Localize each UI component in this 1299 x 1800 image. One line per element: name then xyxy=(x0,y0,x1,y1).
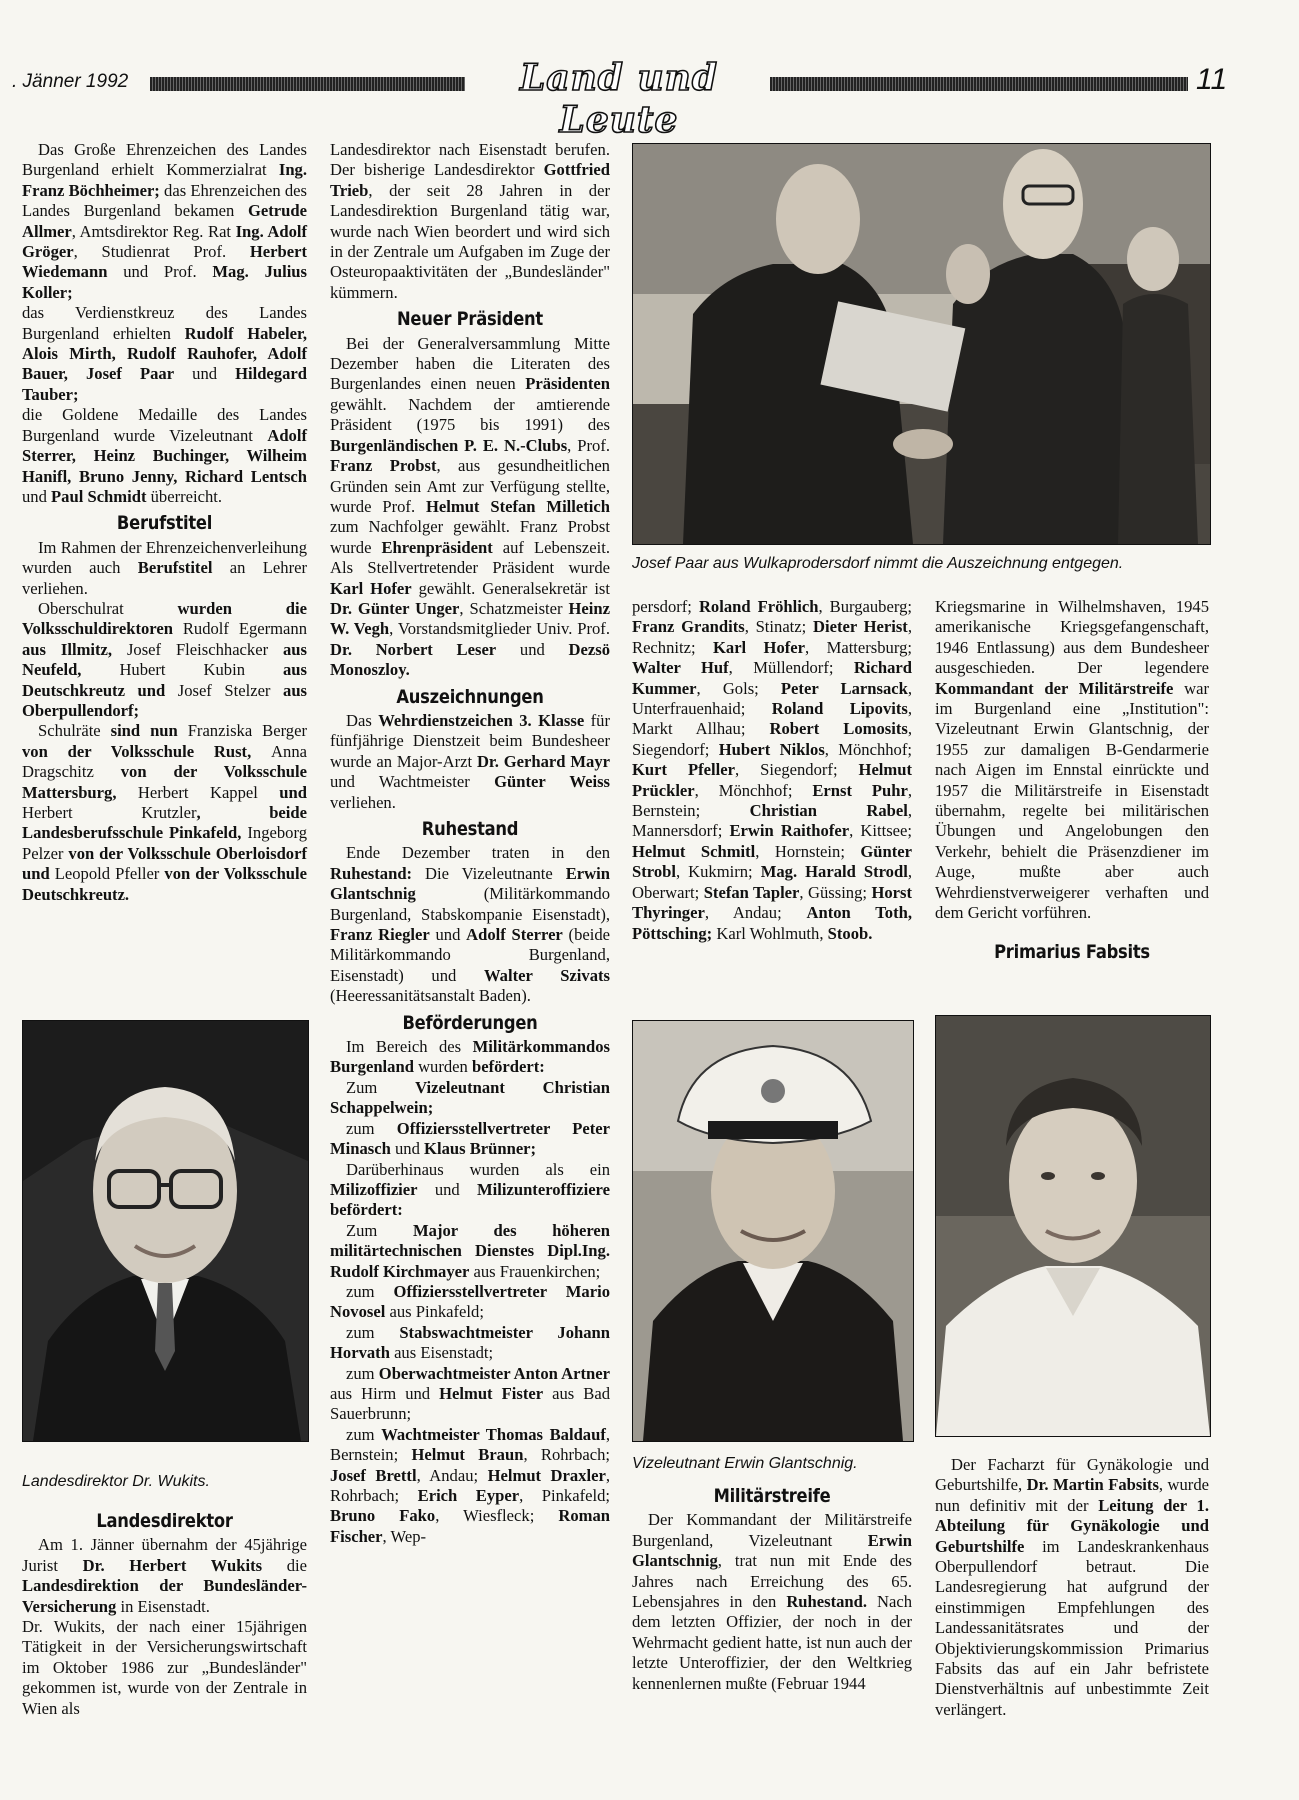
oberschulrat-para: Oberschulrat wurden die Volksschuldirektoren Rudolf Egermann aus Illmitz, Josef Fleischhacker aus Neufeld, Hubert Kubin aus Deutschkreutz und Josef Stelzer aus Oberpullendorf; xyxy=(22,598,308,720)
heading-neuer-praesident: Neuer Präsident xyxy=(397,308,543,331)
bold-name: Militärkommandos Burgenland xyxy=(330,1037,610,1077)
bold-name: Berufstitel xyxy=(137,558,213,578)
bold-name: Ing. Adolf Gröger xyxy=(22,221,307,262)
berufstitel-intro: Im Rahmen der Ehrenzeichenverleihung wurden auch Berufstitel an Lehrer verliehen. xyxy=(22,537,307,598)
befoerderungen-line: Darüberhinaus wurden als ein Milizoffizier und Milizunteroffiziere befördert: xyxy=(330,1159,610,1220)
caption-wukits: Landesdirektor Dr. Wukits. xyxy=(22,1473,210,1490)
bold-name: Oberwachtmeister Anton Artner xyxy=(378,1363,610,1383)
bold-name: Josef Brettl xyxy=(330,1465,417,1485)
column-1-lower xyxy=(22,1505,307,1719)
bold-name: Adolf Sterrer xyxy=(466,925,563,945)
page-number: 11 xyxy=(1196,63,1228,96)
column-1 xyxy=(22,140,307,905)
bold-name: Paul Schmidt xyxy=(51,486,147,506)
bold-name: Offiziersstellvertreter Mario Novosel xyxy=(330,1281,610,1322)
photo-fabsits xyxy=(935,1015,1211,1437)
caption-glantschnig: Vizeleutnant Erwin Glantschnig. xyxy=(632,1455,858,1472)
bold-name: Heinz W. Vegh xyxy=(330,598,610,639)
bold-name: Bruno Fako xyxy=(330,1506,436,1526)
bold-name: Wachtmeister Thomas Baldauf xyxy=(381,1424,606,1444)
bold-name: Leitung der 1. Abteilung für Gynäkologie und Geburtshilfe xyxy=(935,1495,1209,1556)
bold-name: Adolf Sterrer, Heinz Buchinger, Wilheim Hanifl, Bruno Jenny, Richard Lentsch xyxy=(22,425,307,486)
bold-name: aus Illmitz, xyxy=(22,639,127,659)
bold-name: Mag. Julius Koller; xyxy=(22,262,307,302)
heading-landesdirektor: Landesdirektor xyxy=(96,1510,233,1532)
bold-name: aus Neufeld, xyxy=(22,639,307,680)
bold-name: Stoob. xyxy=(827,923,873,943)
bold-name: Franz Grandits xyxy=(632,617,745,637)
bold-name: Horst Thyringer xyxy=(632,882,912,923)
bold-name: Getrude Allmer xyxy=(22,201,307,241)
bold-name: von der Volksschule Rust, xyxy=(22,741,272,761)
bold-name: Milizunteroffiziere befördert: xyxy=(330,1179,610,1220)
bold-name: Ernst Puhr xyxy=(812,780,908,800)
column-3-lower xyxy=(632,1480,912,1694)
awards-para-2: das Verdienstkreuz des Landes Burgenland erhielten Rudolf Habeler, Alois Mirth, Rudolf Rauhofer, Adolf Bauer, Josef Paar und Hildegard Tauber; xyxy=(22,303,307,404)
bold-name: Anton Toth, Pöttsching; xyxy=(632,903,912,943)
bold-name: Günter Strobl xyxy=(632,841,913,882)
bold-name: Klaus Brünner; xyxy=(424,1139,537,1159)
befoerderungen-line: zum Stabswachtmeister Johann Horvath aus Eisenstadt; xyxy=(330,1322,611,1363)
befoerderungen-line: zum Wachtmeister Thomas Baldauf, Bernstein; Helmut Braun, Rohrbach; Josef Brettl, Andau; Helmut Draxler, Rohrbach; Erich Eyper, Pinkafeld; Bruno Fako, Wiesfleck; Roman Fischer, Wep- xyxy=(330,1424,610,1546)
befoerderungen-line: Zum Major des höheren militärtechnischen Dienstes Dipl.Ing. Rudolf Kirchmayer aus Frauenkirchen; xyxy=(330,1220,610,1281)
bold-name: Mag. Harald Strodl xyxy=(760,862,908,882)
bold-name: , beide Landesberufsschule Pinkafeld, xyxy=(22,803,307,843)
bold-name: Vizeleutnant Christian Schappelwein; xyxy=(330,1077,610,1118)
bold-name: Franz Riegler xyxy=(330,925,430,945)
auszeichnungen-para: Das Wehrdienstzeichen 3. Klasse für fünfjährige Dienstzeit beim Bundesheer wurde an Major-Arzt Dr. Gerhard Mayr und Wachtmeister Günter Weiss verliehen. xyxy=(330,710,610,812)
photo-wukits xyxy=(22,1020,309,1442)
bold-name: Herbert Wiedemann xyxy=(22,242,307,282)
bold-name: befördert: xyxy=(471,1057,545,1077)
column-2 xyxy=(330,140,610,1547)
bold-name: Hildegard Tauber; xyxy=(22,364,307,404)
bold-name: Wehrdienstzeichen 3. Klasse xyxy=(378,710,585,730)
header-rule-left xyxy=(150,77,465,91)
caption-josef-paar: Josef Paar aus Wulkaprodersdorf nimmt die Auszeichnung entgegen. xyxy=(632,555,1124,572)
bold-name: Robert Lomosits xyxy=(769,719,908,739)
befoerderungen-cont: persdorf; Roland Fröhlich, Burgauberg; Franz Grandits, Stinatz; Dieter Herist, Rechnitz; Karl Hofer, Mattersburg; Walter Huf, Müllendorf; Richard Kummer, Gols; Peter Larnsack, Unterfrauenhaid; Roland Lipovits, Markt Allhau; Robert Lomosits, Siegendorf; Hubert Niklos, Mönchhof; Kurt Pfeller, Siegendorf; Helmut Prückler, Mönchhof; Ernst Puhr, Bernstein; Christian Rabel, Mannersdorf; Erwin Raithofer, Kittsee; Helmut Schmitl, Hornstein; Günter Strobl, Kukmirn; Mag. Harald Strodl, Oberwart; Stefan Tapler, Güssing; Horst Thyringer, Andau; Anton Toth, Pöttsching; Karl Wohlmuth, Stoob. xyxy=(632,597,913,943)
issue-date: . Jänner 1992 xyxy=(12,71,129,92)
bold-name: Hubert Niklos xyxy=(718,739,825,759)
bold-name: Helmut Stefan Milletich xyxy=(425,496,610,516)
bold-name: Stabswachtmeister Johann Horvath xyxy=(330,1322,611,1363)
bold-name: Ruhestand: xyxy=(330,863,413,883)
photo-josef-paar xyxy=(632,143,1211,545)
bold-name: Günter Weiss xyxy=(494,772,610,792)
bold-name: Roman Fischer xyxy=(330,1506,610,1546)
bold-name: Dr. Günter Unger xyxy=(330,598,460,618)
bold-name: Richard Kummer xyxy=(632,658,912,698)
militaerstreife-para: Der Kommandant der Militärstreife Burgenland, Vizeleutnant Erwin Glantschnig, trat nun mit Ende des Jahres nach Erreichung des 65. Lebensjahres in den Ruhestand. Nach dem letzten Offizier, der noch in der Wehrmacht gedient hatte, ist nun auch der letzte Unteroffizier, der den Weltkrieg kennenlernen mußte (Februar 1944 xyxy=(632,1510,912,1693)
bold-name: Milizoffizier xyxy=(330,1179,418,1199)
heading-befoerderungen: Beförderungen xyxy=(402,1011,538,1034)
bold-name: Ruhestand. xyxy=(786,1592,868,1612)
landesdirektor-para-1: Am 1. Jänner übernahm der 45jährige Jurist Dr. Herbert Wukits die Landesdirektion der Bundesländer-Versicherung in Eisenstadt. xyxy=(22,1535,308,1616)
bold-name: Helmut Fister xyxy=(439,1383,544,1403)
bold-name: Karl Hofer xyxy=(712,637,806,657)
militaerstreife-cont: Kriegsmarine in Wilhelmshaven, 1945 amerikanische Kriegsgefangenschaft, 1946 Entlassung) aus dem Bundesheer ausgeschieden. Der legendere Kommandant der Militärstreife war im Burgenland eine „Institution": Vizeleutnant Erwin Glantschnig, der 1955 zur damaligen B-Gendarmerie nach Aigen im Ennstal einrückte und 1957 die Militärstreife in Eisenstadt übernahm, regelte bei militärischen Übungen und Angelobungen den Verkehr, behielt die Präsenzdiener im Auge, mußte aber auch Wehrdienstverweigerer verhaften und dem Gericht vorführen. xyxy=(935,597,1209,923)
bold-name: Erich Eyper xyxy=(417,1486,520,1505)
bold-name: aus Oberpullendorf; xyxy=(22,680,308,720)
befoerderungen-intro: Im Bereich des Militärkommandos Burgenland wurden befördert: xyxy=(330,1037,610,1077)
heading-militaerstreife: Militärstreife xyxy=(713,1485,831,1507)
photo-glantschnig xyxy=(632,1020,914,1442)
awards-para-1: Das Große Ehrenzeichen des Landes Burgenland erhielt Kommerzialrat Ing. Franz Böchheimer; das Ehrenzeichen des Landes Burgenland bekamen Getrude Allmer, Amtsdirektor Reg. Rat Ing. Adolf Gröger, Studienrat Prof. Herbert Wiedemann und Prof. Mag. Julius Koller; xyxy=(22,140,307,302)
heading-primarius-fabsits: Primarius Fabsits xyxy=(994,940,1150,963)
bold-name: Dr. Norbert Leser xyxy=(330,639,497,659)
bold-name: Ing. Franz Böchheimer; xyxy=(22,160,307,200)
heading-auszeichnungen: Auszeichnungen xyxy=(396,685,544,708)
bold-name: und xyxy=(257,782,307,802)
bold-name: wurden die Volksschuldirektoren xyxy=(22,598,307,639)
bold-name: Dezsö Monoszloy. xyxy=(330,639,610,680)
header-rule-right xyxy=(770,77,1188,91)
bold-name: sind nun xyxy=(100,721,188,741)
column-3 xyxy=(632,597,912,944)
bold-name: Walter Szivats xyxy=(483,965,610,985)
bold-name: Walter Huf xyxy=(632,658,729,678)
bold-name: Erwin Glantschnig xyxy=(632,1530,912,1571)
landesdirektor-cont: Landesdirektor nach Eisenstadt berufen. Der bisherige Landesdirektor Gottfried Trieb, der seit 28 Jahren in der Landesdirektion Burgenland tätig war, wurde nach Wien beordert und wird sich in der Zentrale um Aufgaben im Zuge der Osteuropaaktivitäten der „Bundesländer" kümmern. xyxy=(330,140,610,302)
bold-name: Gottfried Trieb xyxy=(330,160,610,200)
befoerderungen-line: Zum Vizeleutnant Christian Schappelwein; xyxy=(330,1077,610,1118)
page-header xyxy=(0,55,1299,141)
column-4 xyxy=(935,597,1209,966)
ruhestand-para: Ende Dezember traten in den Ruhestand: Die Vizeleutnante Erwin Glantschnig (Militärkommando Burgenland, Stabskompanie Eisenstadt), Franz Riegler und Adolf Sterrer (beide Militärkommando Burgenland, Eisenstadt) und Walter Szivats (Heeressanitätsanstalt Baden). xyxy=(330,843,611,1006)
bold-name: Rudolf Habeler, Alois Mirth, Rudolf Rauhofer, Adolf Bauer, Josef Paar xyxy=(22,323,307,384)
bold-name: Major des höheren militärtechnischen Dienstes Dipl.Ing. Rudolf Kirchmayer xyxy=(330,1220,610,1281)
bold-name: Karl Hofer xyxy=(330,578,412,598)
bold-name: Kurt Pfeller xyxy=(632,760,735,780)
bold-name: aus Deutschkreutz und xyxy=(22,660,307,700)
befoerderungen-line: zum Offiziersstellvertreter Peter Minasch und Klaus Brünner; xyxy=(330,1118,610,1159)
bold-name: Christian Rabel xyxy=(749,801,908,821)
bold-name: Dr. Gerhard Mayr xyxy=(476,751,610,771)
bold-name: Erwin Glantschnig xyxy=(330,863,610,904)
column-4-lower xyxy=(935,1455,1209,1720)
bold-name: Helmut Braun xyxy=(411,1445,524,1465)
heading-ruhestand: Ruhestand xyxy=(421,818,519,840)
section-logo: Land und Leute xyxy=(519,57,719,141)
bold-name: Burgenländischen P. E. N.-Clubs xyxy=(330,435,568,455)
bold-name: von der Volksschule Mattersburg, xyxy=(22,762,307,802)
praesident-para: Bei der Generalversammlung Mitte Dezember haben die Literaten des Burgenlandes einen neuen Präsidenten gewählt. Nachdem der amtierende Präsident (1975 bis 1991) des Burgenländischen P. E. N.-Clubs, Prof. Franz Probst, aus gesundheitlichen Gründen sein Amt zur Verfügung stellte, wurde Prof. Helmut Stefan Milletich zum Nachfolger gewählt. Franz Probst wurde Ehrenpräsident auf Lebenszeit. Als Stellvertretender Präsident wurde Karl Hofer gewählt. Generalsekretär ist Dr. Günter Unger, Schatzmeister Heinz W. Vegh, Vorstandsmitglieder Univ. Prof. Dr. Norbert Leser und Dezsö Monoszloy. xyxy=(330,333,610,680)
bold-name: Helmut Prückler xyxy=(632,760,912,800)
heading-berufstitel: Berufstitel xyxy=(116,512,213,535)
bold-name: Helmut Draxler xyxy=(487,1465,606,1485)
primarius-para: Der Facharzt für Gynäkologie und Geburtshilfe, Dr. Martin Fabsits, wurde nun definitiv mit der Leitung der 1. Abteilung für Gynäkologie und Geburtshilfe im Landeskrankenhaus Oberpullendorf betraut. Die Landesregierung hat aufgrund der einstimmigen Empfehlungen des Landessanitätsrates und der Objektivierungskommission Primarius Fabsits das auf ein Jahr befristete Dienstverhältnis auf unbestimmte Zeit verlängert. xyxy=(935,1455,1209,1719)
bold-name: Dieter Herist xyxy=(812,617,908,637)
awards-para-3: die Goldene Medaille des Landes Burgenland wurde Vizeleutnant Adolf Sterrer, Heinz Buchinger, Wilheim Hanifl, Bruno Jenny, Richard Lentsch und Paul Schmidt überreicht. xyxy=(22,405,307,506)
bold-name: Erwin Raithofer xyxy=(729,821,850,841)
befoerderungen-line: zum Offiziersstellvertreter Mario Novosel aus Pinkafeld; xyxy=(330,1281,610,1322)
bold-name: Roland Lipovits xyxy=(771,699,908,719)
bold-name: Landesdirektion der Bundesländer-Versicherung xyxy=(22,1576,307,1616)
bold-name: Ehrenpräsident xyxy=(381,537,493,557)
bold-name: Dr. Herbert Wukits xyxy=(82,1555,263,1575)
schulraete-para: Schulräte sind nun Franziska Berger von der Volksschule Rust, Anna Dragschitz von der Volksschule Mattersburg, Herbert Kappel und Herbert Krutzler, beide Landesberufsschule Pinkafeld, Ingeborg Pelzer von der Volksschule Oberloisdorf und Leopold Pfeller von der Volksschule Deutschkreutz. xyxy=(22,721,307,904)
bold-name: Offiziersstellvertreter Peter Minasch xyxy=(330,1118,610,1159)
bold-name: Kommandant der Militärstreife xyxy=(935,678,1174,698)
bold-name: von der Volksschule Oberloisdorf und xyxy=(22,843,307,884)
bold-name: Präsidenten xyxy=(525,374,610,394)
bold-name: Dr. Martin Fabsits xyxy=(1026,1475,1159,1495)
bold-name: Stefan Tapler xyxy=(703,882,800,902)
bold-name: Helmut Schmitl xyxy=(632,841,756,861)
bold-name: Roland Fröhlich xyxy=(698,597,819,616)
landesdirektor-para-2: Dr. Wukits, der nach einer 15jährigen Tätigkeit in der Versicherungswirtschaft im Oktober 1986 zur „Bundesländer" gekommen ist, wurde von der Zentrale in Wien als xyxy=(22,1617,307,1718)
befoerderungen-line: zum Oberwachtmeister Anton Artner aus Hirm und Helmut Fister aus Bad Sauerbrunn; xyxy=(330,1363,610,1424)
bold-name: Peter Larnsack xyxy=(780,678,908,698)
bold-name: Franz Probst xyxy=(330,456,437,476)
bold-name: von der Volksschule Deutschkreutz. xyxy=(22,864,307,904)
